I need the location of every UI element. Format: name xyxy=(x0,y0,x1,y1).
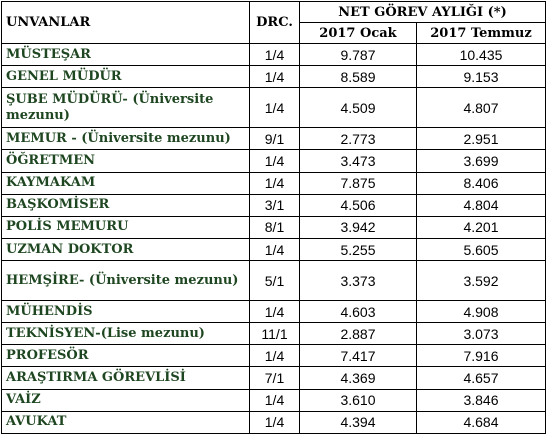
table-body xyxy=(2,44,546,434)
grade-cell: 9/1 xyxy=(250,128,300,150)
grade-cell: 1/4 xyxy=(250,345,300,367)
grade-cell: 11/1 xyxy=(250,323,300,345)
salary-july-cell: 4.908 xyxy=(417,301,546,323)
table-row xyxy=(2,88,546,128)
header-net-salary: NET GÖREV AYLIĞI (*) xyxy=(300,2,546,23)
grade-cell: 1/4 xyxy=(250,411,300,433)
salary-january-cell: 7.875 xyxy=(300,172,417,194)
header-period-january: 2017 Ocak xyxy=(300,23,417,44)
grade-cell: 1/4 xyxy=(250,88,300,128)
title-cell: BAŞKOMİSER xyxy=(2,194,250,216)
table-row xyxy=(2,367,546,389)
salary-january-cell: 3.610 xyxy=(300,389,417,411)
salary-july-cell: 4.807 xyxy=(417,88,546,128)
title-cell: ARAŞTIRMA GÖREVLİSİ xyxy=(2,367,250,389)
table-row xyxy=(2,261,546,301)
title-cell: MÜSTEŞAR xyxy=(2,44,250,66)
salary-july-cell: 4.684 xyxy=(417,411,546,433)
salary-january-cell: 4.506 xyxy=(300,194,417,216)
table-row xyxy=(2,216,546,238)
salary-january-cell: 4.394 xyxy=(300,411,417,433)
salary-january-cell: 4.369 xyxy=(300,367,417,389)
table-row xyxy=(2,345,546,367)
title-cell: UZMAN DOKTOR xyxy=(2,238,250,260)
header-grade-column: DRC. xyxy=(250,2,300,44)
salary-january-cell: 9.787 xyxy=(300,44,417,66)
salary-july-cell: 10.435 xyxy=(417,44,546,66)
grade-cell: 1/4 xyxy=(250,44,300,66)
salary-january-cell: 2.887 xyxy=(300,323,417,345)
salary-july-cell: 7.916 xyxy=(417,345,546,367)
salary-january-cell: 3.473 xyxy=(300,150,417,172)
salary-july-cell: 5.605 xyxy=(417,238,546,260)
grade-cell: 1/4 xyxy=(250,66,300,88)
salary-july-cell: 9.153 xyxy=(417,66,546,88)
title-cell: MÜHENDİS xyxy=(2,301,250,323)
grade-cell: 7/1 xyxy=(250,367,300,389)
table-row xyxy=(2,389,546,411)
grade-cell: 1/4 xyxy=(250,301,300,323)
table-row xyxy=(2,411,546,433)
grade-cell: 1/4 xyxy=(250,238,300,260)
title-cell: ÖĞRETMEN xyxy=(2,150,250,172)
salary-july-cell: 3.073 xyxy=(417,323,546,345)
table-row xyxy=(2,172,546,194)
salary-january-cell: 3.373 xyxy=(300,261,417,301)
title-cell: AVUKAT xyxy=(2,411,250,433)
salary-july-cell: 4.657 xyxy=(417,367,546,389)
title-cell: POLİS MEMURU xyxy=(2,216,250,238)
salary-july-cell: 3.846 xyxy=(417,389,546,411)
table-row xyxy=(2,66,546,88)
title-cell: GENEL MÜDÜR xyxy=(2,66,250,88)
salary-january-cell: 3.942 xyxy=(300,216,417,238)
grade-cell: 1/4 xyxy=(250,389,300,411)
grade-cell: 3/1 xyxy=(250,194,300,216)
salary-january-cell: 2.773 xyxy=(300,128,417,150)
salary-january-cell: 4.603 xyxy=(300,301,417,323)
table-row xyxy=(2,194,546,216)
table-row xyxy=(2,44,546,66)
grade-cell: 1/4 xyxy=(250,150,300,172)
title-cell: VAİZ xyxy=(2,389,250,411)
salary-january-cell: 8.589 xyxy=(300,66,417,88)
salary-january-cell: 5.255 xyxy=(300,238,417,260)
table-row xyxy=(2,150,546,172)
title-cell: KAYMAKAM xyxy=(2,172,250,194)
salary-july-cell: 4.804 xyxy=(417,194,546,216)
grade-cell: 5/1 xyxy=(250,261,300,301)
table-row xyxy=(2,323,546,345)
salary-july-cell: 2.951 xyxy=(417,128,546,150)
salary-table xyxy=(1,1,546,434)
title-cell: TEKNİSYEN-(Lise mezunu) xyxy=(2,323,250,345)
header-title-column: UNVANLAR xyxy=(2,2,250,44)
table-row xyxy=(2,238,546,260)
salary-january-cell: 7.417 xyxy=(300,345,417,367)
salary-july-cell: 8.406 xyxy=(417,172,546,194)
table-row xyxy=(2,128,546,150)
header-period-july: 2017 Temmuz xyxy=(417,23,546,44)
salary-july-cell: 4.201 xyxy=(417,216,546,238)
table-row xyxy=(2,301,546,323)
grade-cell: 8/1 xyxy=(250,216,300,238)
title-cell: ŞUBE MÜDÜRÜ- (Üniversite mezunu) xyxy=(2,88,250,128)
salary-january-cell: 4.509 xyxy=(300,88,417,128)
salary-july-cell: 3.592 xyxy=(417,261,546,301)
salary-july-cell: 3.699 xyxy=(417,150,546,172)
title-cell: MEMUR - (Üniversite mezunu) xyxy=(2,128,250,150)
title-cell: HEMŞİRE- (Üniversite mezunu) xyxy=(2,261,250,301)
title-cell: PROFESÖR xyxy=(2,345,250,367)
grade-cell: 1/4 xyxy=(250,172,300,194)
